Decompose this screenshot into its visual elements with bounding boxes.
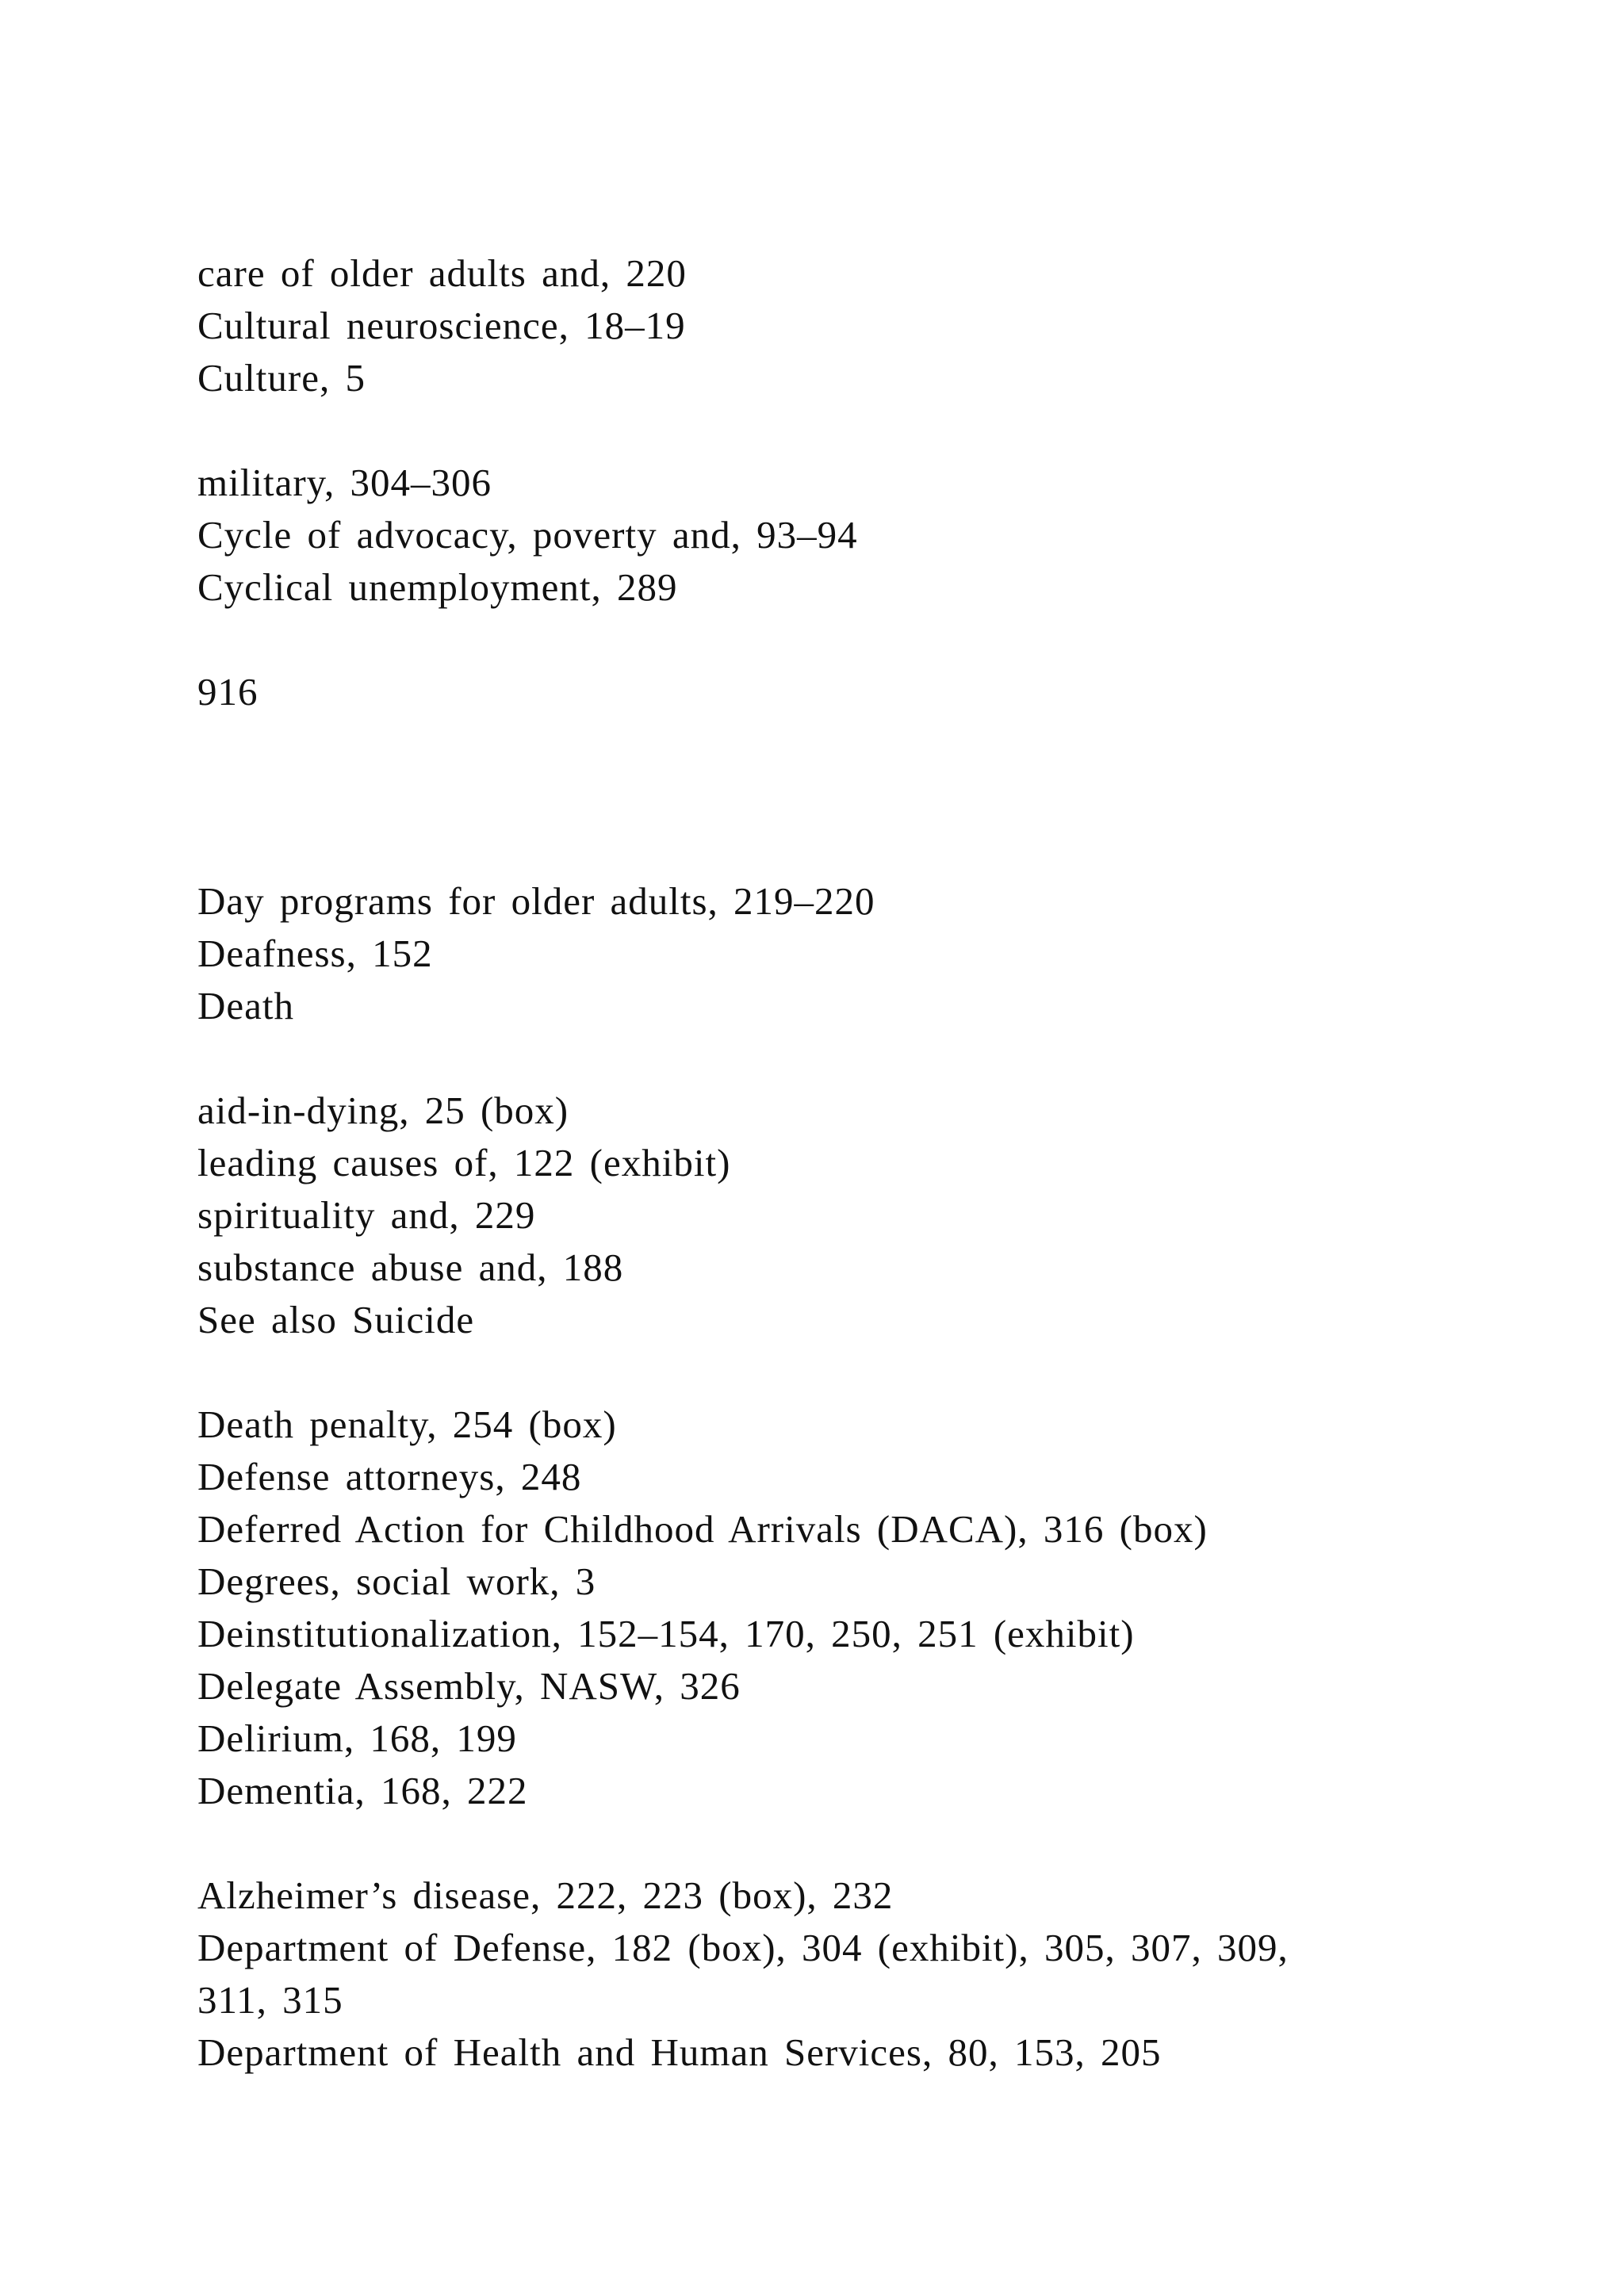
index-entry: Death penalty, 254 (box) [197,1402,617,1446]
index-entry: leading causes of, 122 (exhibit) [197,1141,731,1184]
index-entry: substance abuse and, 188 [197,1246,624,1289]
index-entry: Department of Defense, 182 (box), 304 (exhibit), 305, 307, 309, [197,1926,1289,1969]
index-entry: Alzheimer’s disease, 222, 223 (box), 232 [197,1873,894,1917]
index-entry: Culture, 5 [197,356,366,400]
index-entry: Cultural neuroscience, 18–19 [197,304,686,347]
index-entry: Degrees, social work, 3 [197,1559,596,1603]
index-entry: spirituality and, 229 [197,1193,536,1237]
index-entry: Dementia, 168, 222 [197,1769,528,1812]
index-entry: 311, 315 [197,1978,343,2022]
index-entry: Delegate Assembly, NASW, 326 [197,1664,741,1708]
index-entry: Cyclical unemployment, 289 [197,565,678,609]
index-entry: Cycle of advocacy, poverty and, 93–94 [197,513,858,557]
index-entry: Defense attorneys, 248 [197,1455,582,1498]
index-entry: Deferred Action for Childhood Arrivals (DACA), 316 (box) [197,1507,1208,1551]
index-entry: care of older adults and, 220 [197,251,687,295]
index-entry: Deinstitutionalization, 152–154, 170, 250, 251 (exhibit) [197,1612,1135,1655]
index-entry: Deafness, 152 [197,932,433,975]
page-number: 916 [197,670,259,714]
index-entry: Department of Health and Human Services, 80, 153, 205 [197,2030,1162,2074]
index-entry: aid-in-dying, 25 (box) [197,1089,569,1132]
index-entry: See also Suicide [197,1298,475,1341]
index-entry: Death [197,984,294,1027]
index-entry: Delirium, 168, 199 [197,1716,517,1760]
index-entry: military, 304–306 [197,461,492,504]
index-entry: Day programs for older adults, 219–220 [197,879,875,923]
